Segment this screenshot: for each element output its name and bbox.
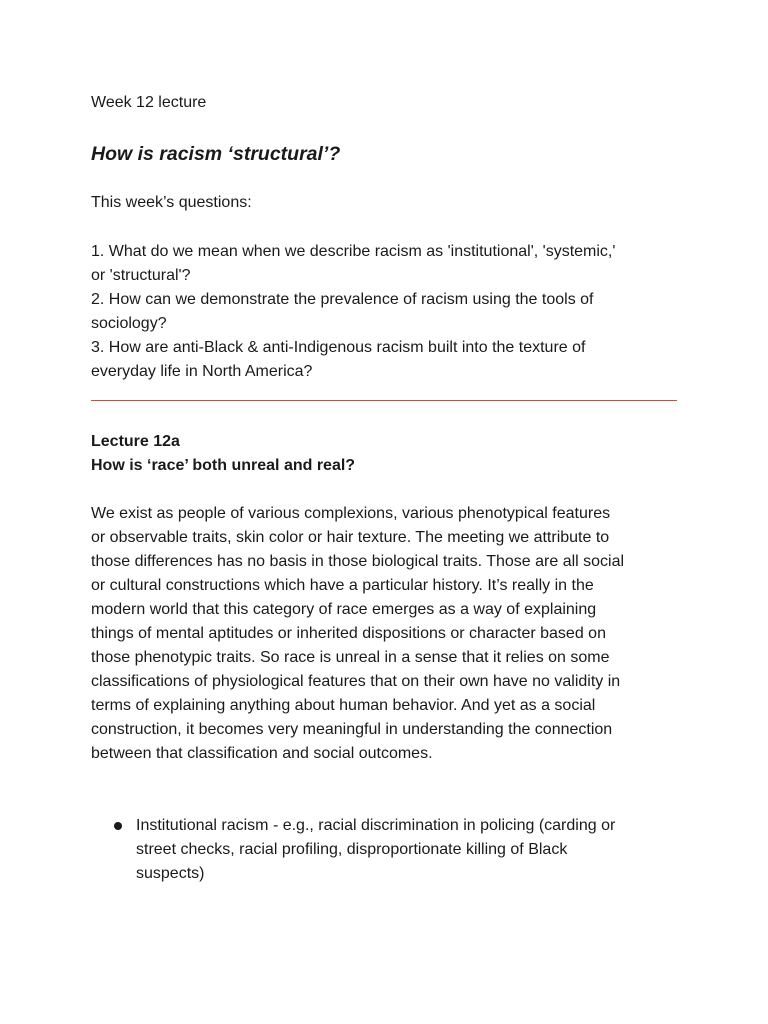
lecture-label: Lecture 12a xyxy=(91,433,180,450)
bullet-line: suspects) xyxy=(136,865,205,882)
paragraph-line: those differences has no basis in those biological traits. Those are all social xyxy=(91,553,625,570)
paragraph-line: construction, it becomes very meaningful in understanding the connection xyxy=(91,721,613,738)
question-item xyxy=(91,240,681,288)
questions-heading: This week’s questions: xyxy=(91,194,252,211)
paragraph-line: or cultural constructions which have a particular history. It’s really in the xyxy=(91,577,594,594)
paragraph-line: those phenotypic traits. So race is unreal in a sense that it relies on some xyxy=(91,649,610,666)
question-line: 2. How can we demonstrate the prevalence of racism using the tools of xyxy=(91,291,594,308)
paragraph-line: things of mental aptitudes or inherited dispositions or character based on xyxy=(91,625,606,642)
paragraph-line: We exist as people of various complexions, various phenotypical features xyxy=(91,505,611,522)
question-item xyxy=(91,336,681,384)
question-line: or 'structural'? xyxy=(91,267,191,284)
paragraph-line: between that classification and social outcomes. xyxy=(91,745,433,762)
bullet-item xyxy=(91,814,681,886)
paragraph-line: classifications of physiological features that on their own have no validity in xyxy=(91,673,621,690)
paragraph-line: terms of explaining anything about human behavior. And yet as a social xyxy=(91,697,596,714)
question-line: everyday life in North America? xyxy=(91,363,313,380)
week-label: Week 12 lecture xyxy=(91,94,207,111)
question-line: sociology? xyxy=(91,315,167,332)
question-list xyxy=(91,240,681,384)
bullet-line: Institutional racism - e.g., racial discrimination in policing (carding or xyxy=(136,817,616,834)
bullet-icon xyxy=(114,822,122,830)
bullet-list xyxy=(91,814,681,886)
bullet-line: street checks, racial profiling, disproportionate killing of Black xyxy=(136,841,568,858)
paragraph-line: modern world that this category of race emerges as a way of explaining xyxy=(91,601,597,618)
question-line: 3. How are anti-Black & anti-Indigenous racism built into the texture of xyxy=(91,339,586,356)
question-item xyxy=(91,288,681,336)
bullet-text xyxy=(136,814,681,886)
document-title: How is racism ‘structural’? xyxy=(91,143,341,165)
section-divider xyxy=(91,400,677,401)
question-line: 1. What do we mean when we describe racism as 'institutional', 'systemic,' xyxy=(91,243,616,260)
paragraph-line: or observable traits, skin color or hair texture. The meeting we attribute to xyxy=(91,529,610,546)
lecture-heading: How is ‘race’ both unreal and real? xyxy=(91,457,356,474)
body-paragraph xyxy=(91,502,681,766)
